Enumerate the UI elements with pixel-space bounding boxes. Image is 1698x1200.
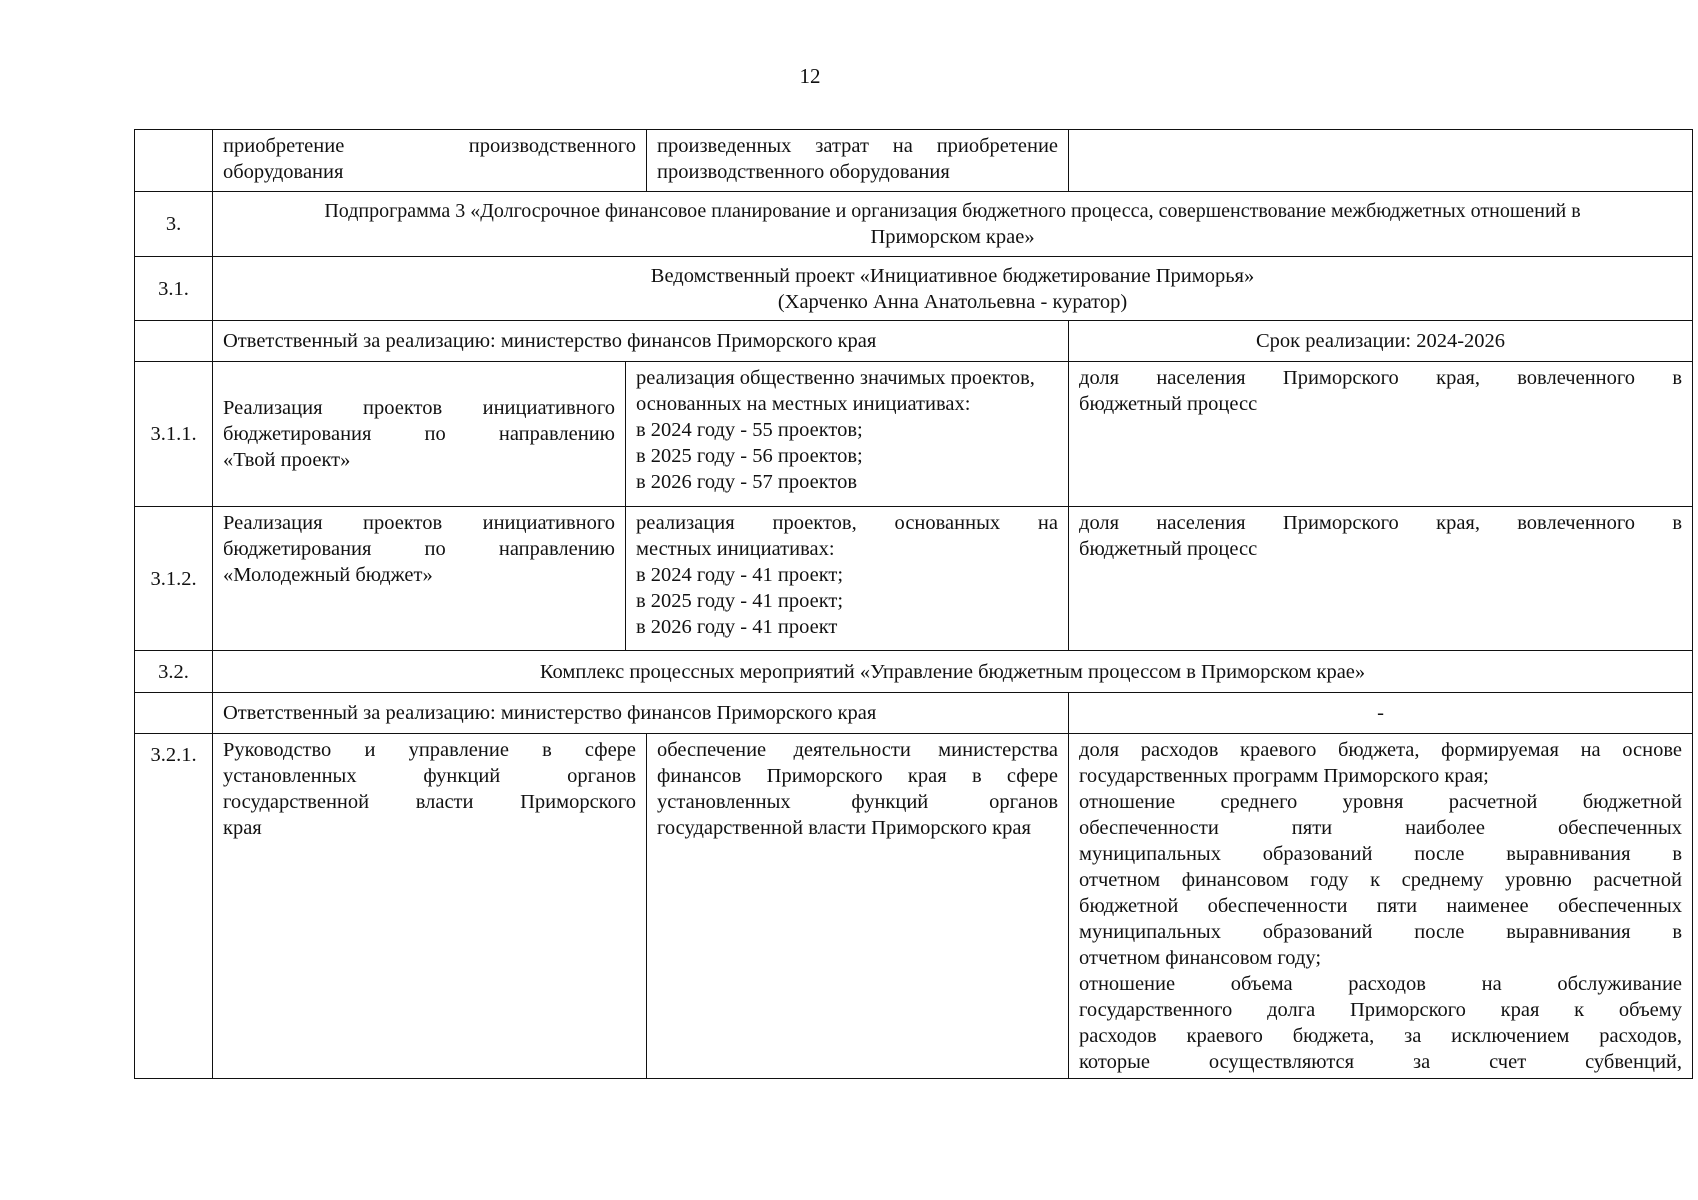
cell-text-line: в 2024 году - 41 проект;: [636, 564, 844, 586]
cell-text-line: обеспеченности пяти наиболее обеспеченных: [1079, 817, 1683, 839]
table-row: [135, 257, 1693, 321]
cell-text-line: Реализация проектов инициативного: [223, 397, 615, 419]
table-row: [135, 192, 1693, 257]
cell-text-line: «Молодежный бюджет»: [223, 564, 433, 586]
cell-text-line: Реализация проектов инициативного: [223, 512, 615, 534]
indicator-cell: [1069, 130, 1693, 192]
indicator-cell: [1069, 362, 1693, 507]
cell-text-line: расходов краевого бюджета, за исключением расходов,: [1079, 1025, 1683, 1047]
cell-text-line: бюджетирования по направлению: [223, 538, 615, 560]
cell-text-line: в 2025 году - 41 проект;: [636, 590, 844, 612]
cell-text-line: которые осуществляются за счет субвенций,: [1079, 1051, 1683, 1073]
table-row: [135, 321, 1693, 362]
cell-text-line: бюджетный процесс: [1079, 538, 1258, 560]
table-row: [135, 362, 1693, 507]
cell-text-line: муниципальных образований после выравнивания в: [1079, 921, 1683, 943]
cell-text-line: отчетном финансовом году к среднему уровню расчетной: [1079, 869, 1683, 891]
table-row: [135, 651, 1693, 693]
result-cell: [647, 734, 1069, 1079]
cell-text-line: установленных функций органов: [657, 791, 1059, 813]
table-row: [135, 734, 1693, 1079]
cell-text-line: реализация проектов, основанных на: [636, 512, 1059, 534]
complex-title-cell: Комплекс процессных мероприятий «Управление бюджетным процессом в Приморском крае»: [213, 651, 1693, 693]
project-title-cell: [213, 257, 1693, 321]
page-number: 12: [799, 64, 821, 88]
cell-text-line: Подпрограмма 3 «Долгосрочное финансовое планирование и организация бюджетного процесса, совершенствование межбюджетных отношений в: [324, 200, 1581, 222]
row-number-cell: 3.: [135, 192, 213, 257]
cell-text-line: Ведомственный проект «Инициативное бюджетирование Приморья»: [650, 264, 1255, 287]
cell-text-line: отчетном финансовом году;: [1079, 947, 1322, 969]
event-name-cell: [213, 362, 626, 507]
cell-text-line: в 2026 году - 57 проектов: [636, 471, 857, 493]
cell-text-line: установленных функций органов: [223, 765, 637, 787]
cell-text-line: местных инициативах:: [636, 538, 835, 560]
responsible-cell: Ответственный за реализацию: министерство финансов Приморского края: [213, 321, 1069, 362]
event-name-cell: [213, 507, 626, 651]
term-cell: -: [1069, 693, 1693, 734]
cell-text-line: оборудования: [223, 161, 344, 183]
table-row: [135, 130, 1693, 192]
result-cell: [626, 362, 1069, 507]
row-number-cell: 3.2.: [135, 651, 213, 693]
row-number-cell: 3.1.: [135, 257, 213, 321]
row-number-cell: [135, 130, 213, 192]
cell-text-line: Руководство и управление в сфере: [223, 739, 637, 761]
row-number-cell: [135, 321, 213, 362]
cell-text-line: в 2024 году - 55 проектов;: [636, 419, 863, 441]
cell-text-line: государственной власти Приморского: [223, 791, 637, 813]
subprogram-title-cell: [213, 192, 1693, 257]
row-number-cell: 3.1.1.: [135, 362, 213, 507]
cell-text-line: государственной власти Приморского края: [657, 817, 1031, 839]
indicator-cell: [1069, 734, 1693, 1079]
term-cell: Срок реализации: 2024-2026: [1069, 321, 1693, 362]
cell-text-line: доля расходов краевого бюджета, формируемая на основе: [1079, 739, 1683, 761]
indicator-cell: [1069, 507, 1693, 651]
cell-text-line: бюджетирования по направлению: [223, 423, 615, 445]
cell-text-line: финансов Приморского края в сфере: [657, 765, 1059, 787]
cell-text-line: произведенных затрат на приобретение: [657, 135, 1059, 157]
cell-text-line: края: [223, 817, 262, 839]
table-row: [135, 507, 1693, 651]
cell-text-line: доля населения Приморского края, вовлеченного в: [1079, 512, 1683, 534]
cell-text-line: бюджетный процесс: [1079, 393, 1258, 415]
cell-text-line: доля населения Приморского края, вовлеченного в: [1079, 367, 1683, 389]
cell-text-line: в 2025 году - 56 проектов;: [636, 445, 863, 467]
table-row: [135, 693, 1693, 734]
cell-text-line: в 2026 году - 41 проект: [636, 616, 838, 638]
program-table: [134, 129, 1693, 1079]
cell-text-line: бюджетной обеспеченности пяти наименее обеспеченных: [1079, 895, 1683, 917]
cell-text-line: отношение среднего уровня расчетной бюджетной: [1079, 791, 1683, 813]
cell-text-line: реализация общественно значимых проектов,: [636, 367, 1035, 389]
result-cell: [626, 507, 1069, 651]
cell-text-line: государственных программ Приморского края;: [1079, 765, 1489, 787]
cell-text-line: приобретение производственного: [223, 135, 637, 157]
row-number-cell: [135, 693, 213, 734]
row-number-cell: 3.1.2.: [135, 507, 213, 651]
cell-text-line: «Твой проект»: [223, 449, 351, 471]
event-name-cell: [213, 734, 647, 1079]
result-cell: [647, 130, 1069, 192]
cell-text-line: обеспечение деятельности министерства: [657, 739, 1059, 761]
cell-text-line: основанных на местных инициативах:: [636, 393, 971, 415]
responsible-cell: Ответственный за реализацию: министерство финансов Приморского края: [213, 693, 1069, 734]
cell-text-line: Приморском крае»: [870, 226, 1035, 248]
cell-text-line: отношение объема расходов на обслуживание: [1079, 973, 1683, 995]
cell-text-line: муниципальных образований после выравнивания в: [1079, 843, 1683, 865]
cell-text-line: государственного долга Приморского края к объему: [1079, 999, 1683, 1021]
row-number-cell: 3.2.1.: [135, 734, 213, 1079]
cell-text-line: (Харченко Анна Анатольевна - куратор): [777, 290, 1128, 313]
event-name-cell: [213, 130, 647, 192]
cell-text-line: производственного оборудования: [657, 161, 950, 183]
